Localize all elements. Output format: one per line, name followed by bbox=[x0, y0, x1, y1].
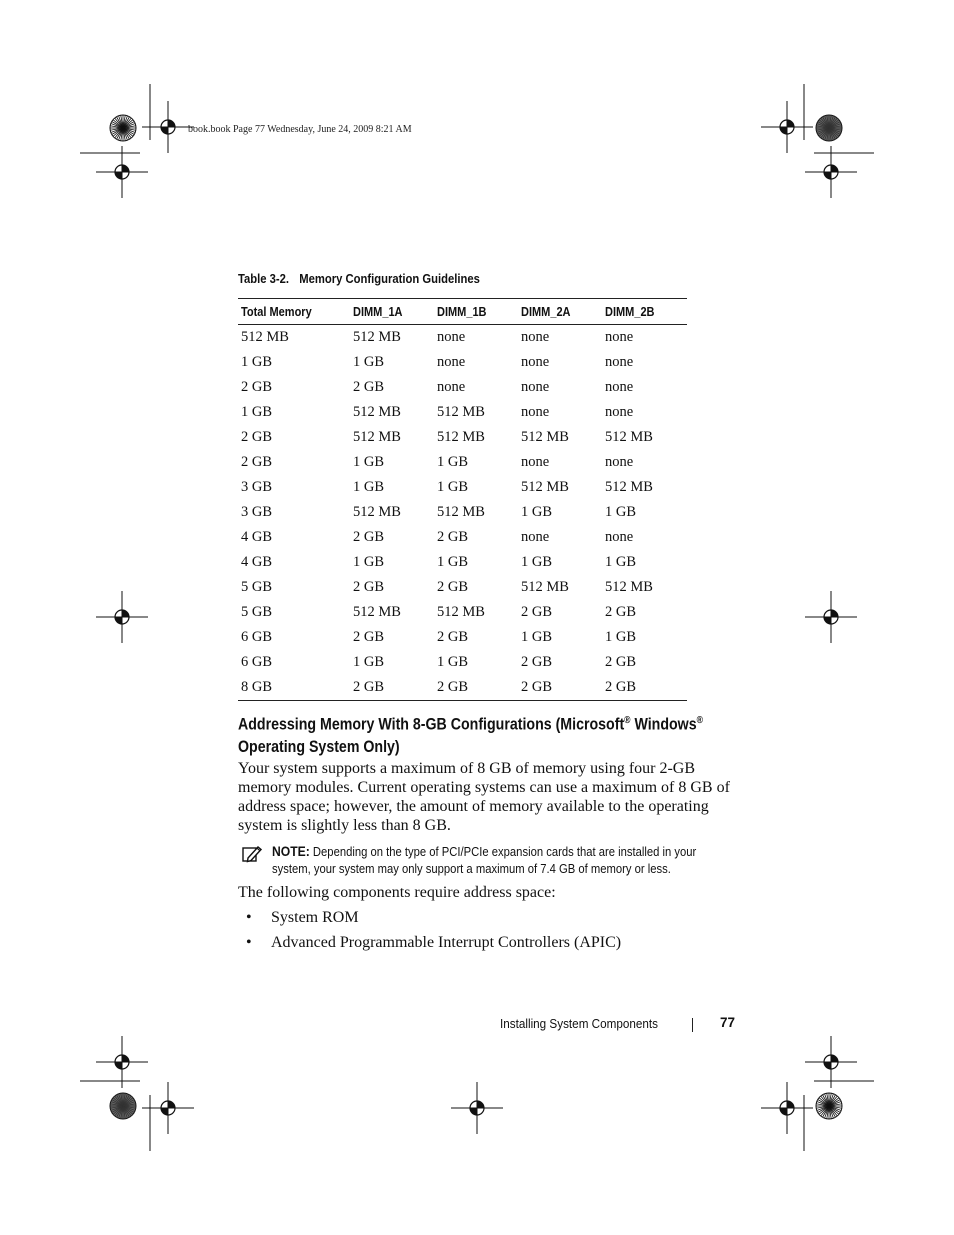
cell-dimm-1a: 1 GB bbox=[353, 479, 385, 495]
cell-total-memory: 4 GB bbox=[241, 554, 273, 570]
cell-dimm-2a: 1 GB bbox=[521, 554, 553, 570]
cell-dimm-1b: 1 GB bbox=[437, 454, 469, 470]
cell-dimm-1b: 2 GB bbox=[437, 529, 469, 545]
cell-dimm-1a: 1 GB bbox=[353, 554, 385, 570]
cell-dimm-2a: 2 GB bbox=[521, 654, 553, 670]
cell-dimm-1b: 1 GB bbox=[437, 654, 469, 670]
crosshair-registration-mark bbox=[96, 1036, 148, 1088]
cell-total-memory: 2 GB bbox=[241, 379, 273, 395]
cell-dimm-1a: 1 GB bbox=[353, 354, 385, 370]
cell-total-memory: 3 GB bbox=[241, 504, 273, 520]
cell-dimm-2a: 1 GB bbox=[521, 629, 553, 645]
note-body: Depending on the type of PCI/PCIe expansion cards that are installed in your system, your system may only support a maximum of 7.4 GB of memory or less. bbox=[272, 845, 697, 876]
footer-section-title: Installing System Components bbox=[500, 1016, 659, 1031]
cell-dimm-1a: 1 GB bbox=[353, 454, 385, 470]
cell-dimm-2a: 512 MB bbox=[521, 429, 569, 445]
column-header-dimm-2b: DIMM_2B bbox=[602, 299, 687, 325]
cell-dimm-2b: 2 GB bbox=[602, 675, 687, 701]
cell-dimm-2b: 512 MB bbox=[605, 579, 653, 595]
cell-dimm-2b: none bbox=[605, 379, 634, 395]
cell-total-memory: 5 GB bbox=[241, 579, 273, 595]
cell-dimm-1b: 512 MB bbox=[437, 404, 485, 420]
crosshair-registration-mark bbox=[761, 1082, 813, 1134]
section-heading-line-2: Operating System Only) bbox=[238, 737, 400, 756]
starburst-color-target bbox=[110, 1093, 136, 1119]
cell-dimm-2b: 512 MB bbox=[605, 479, 653, 495]
cell-dimm-1b: 1 GB bbox=[437, 554, 469, 570]
cell-dimm-1b: 2 GB bbox=[434, 675, 518, 701]
cell-dimm-1a: 2 GB bbox=[353, 529, 385, 545]
cell-dimm-1a: 512 MB bbox=[353, 329, 401, 345]
cell-dimm-1b: 512 MB bbox=[437, 604, 485, 620]
cell-dimm-2b: 2 GB bbox=[605, 654, 637, 670]
components-intro: The following components require address space: bbox=[238, 884, 556, 901]
page-number: 77 bbox=[720, 1015, 736, 1030]
cell-dimm-1b: none bbox=[437, 329, 466, 345]
cell-dimm-1a: 2 GB bbox=[350, 675, 434, 701]
cell-total-memory: 8 GB bbox=[238, 675, 350, 701]
cell-total-memory: 512 MB bbox=[241, 329, 289, 345]
section-heading-line-1: Addressing Memory With 8-GB Configurations (Microsoft® Windows® bbox=[238, 715, 703, 734]
cell-dimm-1a: 2 GB bbox=[353, 579, 385, 595]
cell-dimm-2a: none bbox=[521, 454, 550, 470]
cell-dimm-1b: 512 MB bbox=[437, 504, 485, 520]
column-header-dimm-2a: DIMM_2A bbox=[518, 299, 602, 325]
cell-dimm-1a: 512 MB bbox=[353, 429, 401, 445]
cell-total-memory: 4 GB bbox=[241, 529, 273, 545]
cell-dimm-1a: 512 MB bbox=[353, 504, 401, 520]
cell-dimm-2b: 1 GB bbox=[605, 629, 637, 645]
cell-dimm-1b: 2 GB bbox=[437, 579, 469, 595]
cell-total-memory: 3 GB bbox=[241, 479, 273, 495]
cell-dimm-1b: none bbox=[437, 379, 466, 395]
cell-dimm-2a: 512 MB bbox=[521, 579, 569, 595]
note-label: NOTE: bbox=[272, 844, 310, 859]
cell-dimm-2a: none bbox=[521, 529, 550, 545]
cell-total-memory: 1 GB bbox=[241, 404, 273, 420]
column-header-dimm-1a: DIMM_1A bbox=[350, 299, 434, 325]
cell-dimm-2a: 2 GB bbox=[521, 604, 553, 620]
print-header: book.book Page 77 Wednesday, June 24, 2009 8:21 AM bbox=[188, 124, 412, 135]
cell-total-memory: 5 GB bbox=[241, 604, 273, 620]
crosshair-registration-mark bbox=[805, 591, 857, 643]
cell-dimm-2b: 2 GB bbox=[605, 604, 637, 620]
body-paragraph: Your system supports a maximum of 8 GB of memory using four 2-GB memory modules. Current operating systems can use a maximum of 8 GB of address space; however, the amount of memory available to the operating system is slightly less than 8 GB. bbox=[238, 760, 730, 834]
crosshair-registration-mark bbox=[805, 1036, 857, 1088]
cell-dimm-2b: none bbox=[605, 329, 634, 345]
cell-dimm-2a: 2 GB bbox=[518, 675, 602, 701]
crosshair-registration-mark bbox=[805, 146, 857, 198]
bullet-icon: • bbox=[246, 909, 252, 926]
cell-total-memory: 2 GB bbox=[241, 429, 273, 445]
cell-dimm-2a: 512 MB bbox=[521, 479, 569, 495]
cell-dimm-2a: none bbox=[521, 379, 550, 395]
cell-dimm-2b: none bbox=[605, 404, 634, 420]
bullet-icon: • bbox=[246, 934, 252, 951]
cell-dimm-1b: none bbox=[437, 354, 466, 370]
cell-dimm-2b: none bbox=[605, 354, 634, 370]
cell-dimm-2b: 512 MB bbox=[605, 429, 653, 445]
cell-total-memory: 2 GB bbox=[241, 454, 273, 470]
crosshair-registration-mark bbox=[96, 146, 148, 198]
cell-dimm-1b: 1 GB bbox=[437, 479, 469, 495]
cell-dimm-2b: none bbox=[605, 529, 634, 545]
cell-dimm-1a: 512 MB bbox=[353, 404, 401, 420]
cell-dimm-2a: none bbox=[521, 404, 550, 420]
starburst-color-target bbox=[816, 1093, 842, 1119]
cell-total-memory: 1 GB bbox=[241, 354, 273, 370]
cell-total-memory: 6 GB bbox=[241, 654, 273, 670]
table-caption-number: Table 3-2. bbox=[238, 272, 290, 286]
cell-dimm-1a: 1 GB bbox=[353, 654, 385, 670]
cell-dimm-2b: none bbox=[605, 454, 634, 470]
crosshair-registration-mark bbox=[96, 591, 148, 643]
crosshair-registration-mark bbox=[451, 1082, 503, 1134]
column-header-dimm-1b: DIMM_1B bbox=[434, 299, 518, 325]
cell-dimm-1b: 2 GB bbox=[437, 629, 469, 645]
list-item-text: System ROM bbox=[271, 909, 359, 926]
cell-dimm-2a: none bbox=[521, 329, 550, 345]
starburst-color-target bbox=[110, 115, 136, 141]
crosshair-registration-mark bbox=[761, 101, 813, 153]
cell-dimm-1a: 512 MB bbox=[353, 604, 401, 620]
cell-total-memory: 6 GB bbox=[241, 629, 273, 645]
cell-dimm-1b: 512 MB bbox=[437, 429, 485, 445]
cell-dimm-2b: 1 GB bbox=[605, 504, 637, 520]
list-item-text: Advanced Programmable Interrupt Controllers (APIC) bbox=[271, 934, 622, 951]
cell-dimm-2b: 1 GB bbox=[605, 554, 637, 570]
cell-dimm-1a: 2 GB bbox=[353, 379, 385, 395]
cell-dimm-1a: 2 GB bbox=[353, 629, 385, 645]
cell-dimm-2a: 1 GB bbox=[521, 504, 553, 520]
table-caption-title: Memory Configuration Guidelines bbox=[299, 272, 480, 286]
starburst-color-target bbox=[816, 115, 842, 141]
column-header-total-memory: Total Memory bbox=[238, 299, 350, 325]
cell-dimm-2a: none bbox=[521, 354, 550, 370]
